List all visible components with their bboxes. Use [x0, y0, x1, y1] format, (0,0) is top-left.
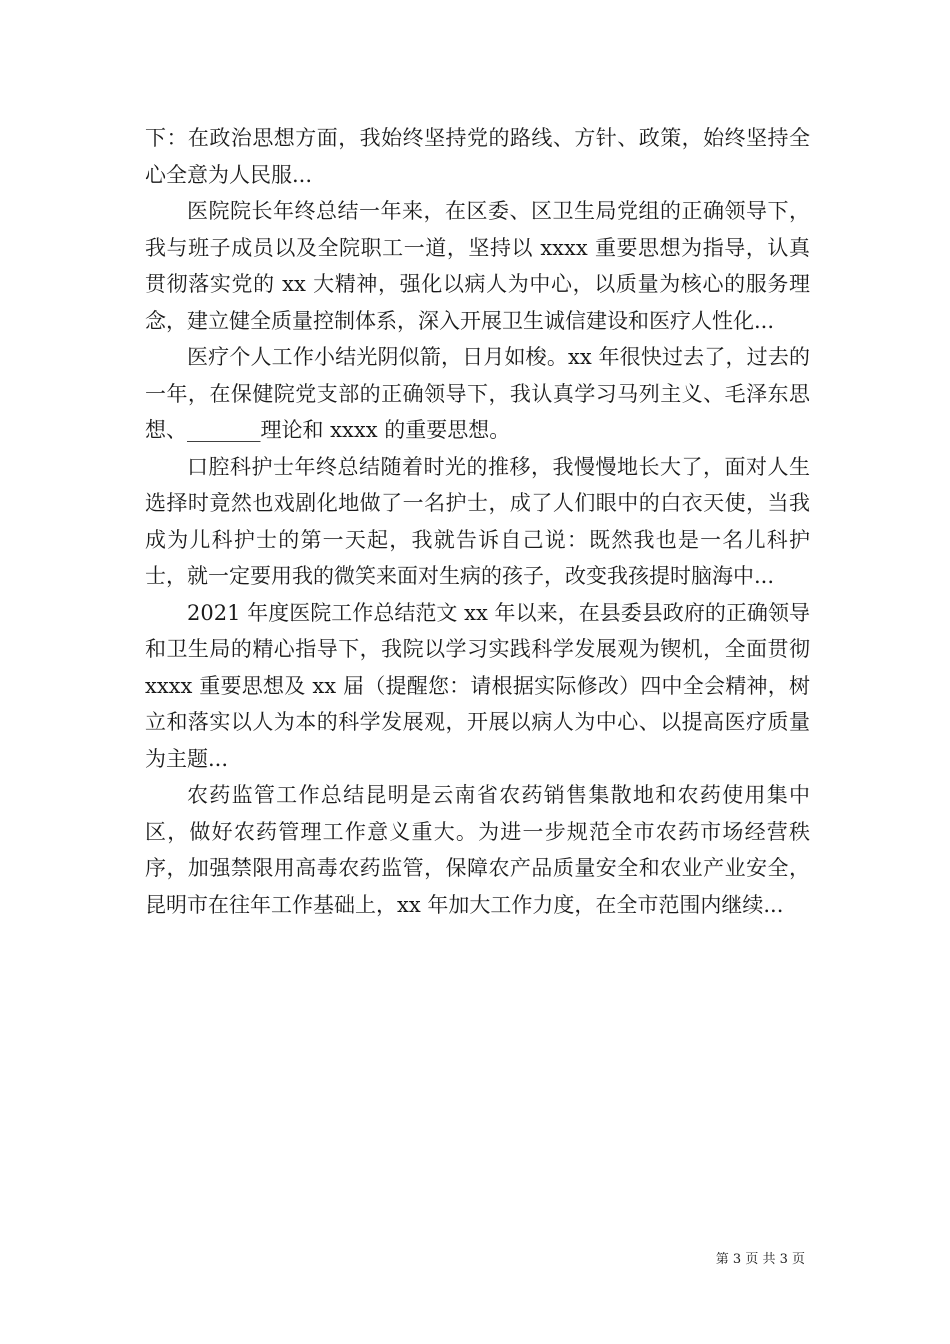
paragraph-medical-personal-summary: 医疗个人工作小结光阴似箭，日月如梭。xx 年很快过去了，过去的一年，在保健院党支部的正确领导下，我认真学习马列主义、毛泽东思想、_______理论和 xxxx 的重要思想。: [145, 345, 810, 442]
paragraph-hospital-director-summary: 医院院长年终总结一年来，在区委、区卫生局党组的正确领导下，我与班子成员以及全院职工一道，坚持以 xxxx 重要思想为指导，认真贯彻落实党的 xx 大精神，强化以病人为中心，以质量为核心的服务理念，建立健全质量控制体系，深入开展卫生诚信建设和医疗人性化...: [145, 199, 810, 333]
document-body: [145, 120, 810, 923]
page-number-footer: 第 3 页 共 3 页: [715, 1252, 805, 1267]
paragraph-hospital-annual-summary: 2021 年度医院工作总结范文 xx 年以来，在县委县政府的正确领导和卫生局的精心指导下，我院以学习实践科学发展观为锲机，全面贯彻 xxxx 重要思想及 xx 届（提醒您：请根据实际修改）四中全会精神，树立和落实以人为本的科学发展观，开展以病人为中心、以提高医疗质量为主题...: [145, 600, 810, 771]
paragraph-continuation: 下：在政治思想方面，我始终坚持党的路线、方针、政策，始终坚持全心全意为人民服...: [145, 126, 810, 187]
paragraph-stomatology-nurse-summary: 口腔科护士年终总结随着时光的推移，我慢慢地长大了，面对人生选择时竟然也戏剧化地做了一名护士，成了人们眼中的白衣天使，当我成为儿科护士的第一天起，我就告诉自己说：既然我也是一名儿科护士，就一定要用我的微笑来面对生病的孩子，改变我孩提时脑海中...: [145, 454, 810, 588]
paragraph-pesticide-supervision-summary: 农药监管工作总结昆明是云南省农药销售集散地和农药使用集中区，做好农药管理工作意义重大。为进一步规范全市农药市场经营秩序，加强禁限用高毒农药监管，保障农产品质量安全和农业产业安全，昆明市在往年工作基础上，xx 年加大工作力度，在全市范围内继续...: [145, 783, 810, 917]
